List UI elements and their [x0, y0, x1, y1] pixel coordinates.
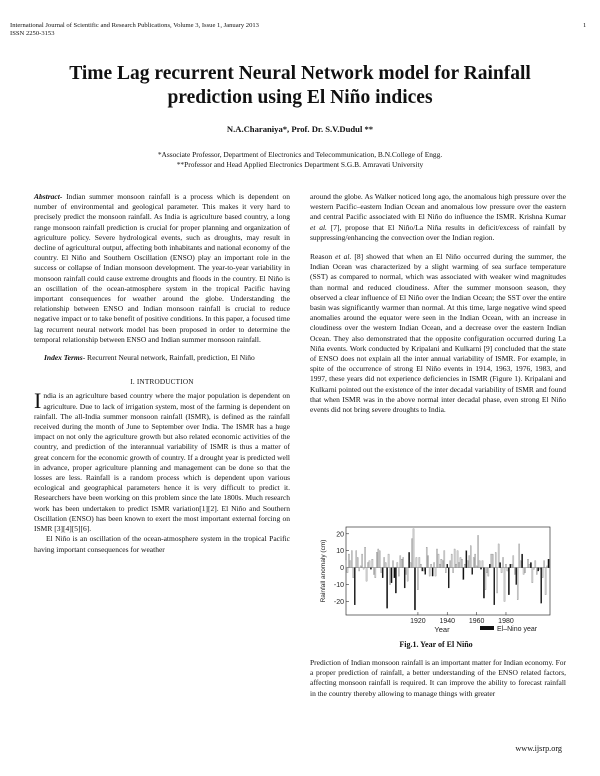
bar — [353, 568, 354, 578]
bar-el-nino — [370, 568, 371, 570]
bar — [385, 563, 386, 568]
bar — [532, 568, 533, 583]
bar — [350, 561, 351, 568]
bar-el-nino — [522, 554, 523, 568]
page-number: 1 — [583, 22, 587, 29]
bar — [351, 551, 352, 568]
bar-el-nino — [483, 568, 484, 598]
bar — [384, 557, 385, 567]
bar-el-nino — [463, 568, 464, 580]
bar — [362, 554, 363, 568]
bar-el-nino — [447, 564, 448, 567]
footer-url: www.ijsrp.org — [515, 744, 562, 753]
bar — [486, 568, 487, 573]
bar — [359, 568, 360, 571]
title-line-2: prediction using El Niño indices — [167, 87, 433, 108]
y-tick-label: 0 — [340, 565, 344, 573]
section-heading-introduction: I. INTRODUCTION — [130, 378, 194, 387]
bar — [416, 557, 417, 567]
drop-cap: I — [34, 388, 42, 414]
bar — [479, 561, 480, 568]
bar — [406, 568, 407, 575]
title-line-1: Time Lag recurrent Neural Network model for Rainfall — [69, 63, 531, 84]
y-tick-label: 20 — [336, 531, 344, 539]
bar — [378, 549, 379, 568]
bar — [419, 557, 420, 567]
index-terms-label: Index Terms — [44, 353, 83, 363]
bar — [544, 561, 545, 568]
bar — [360, 566, 361, 568]
bar — [535, 561, 536, 568]
bar-el-nino — [422, 568, 423, 571]
right-paragraph-1-b: [7], propose that El Niño/La Niña results in deficit/excess of rainfall by suppressing/enhancing the convection over the Indian region. — [310, 222, 566, 242]
rainfall-anomaly-chart — [316, 523, 556, 635]
bar — [507, 568, 508, 571]
bar-el-nino — [448, 568, 449, 588]
left-column — [34, 192, 290, 555]
bar — [470, 546, 471, 568]
bar — [461, 559, 462, 567]
bar — [454, 549, 455, 568]
bar-el-nino — [432, 568, 433, 576]
affiliation-1: *Associate Professor, Department of Electronics and Telecommunication, B.N.College of Engg. — [157, 150, 443, 159]
journal-header: International Journal of Scientific and Research Publications, Volume 3, Issue 1, January 2013 — [10, 22, 259, 29]
bar — [502, 557, 503, 567]
bar — [504, 568, 505, 602]
bar — [460, 557, 461, 567]
bar — [501, 568, 502, 573]
right-paragraph-3: Prediction of Indian monsoon rainfall is an important matter for Indian economy. For a proper prediction of rainfall, a better understanding of the ENSO related factors, affecting monsoon rainfall is required. It can improve the ability to forecast rainfall in the country thereby allowing to manage things with greater — [310, 658, 566, 698]
authors: N.A.Charaniya*, Prof. Dr. S.V.Dudul ** — [226, 124, 374, 134]
bar — [453, 568, 454, 573]
right-paragraph-2 — [310, 252, 566, 415]
bar — [475, 554, 476, 568]
affiliation-2: **Professor and Head Applied Electronics Department S.G.B. Amravati University — [176, 160, 424, 169]
bar — [536, 568, 537, 575]
bar-el-nino — [409, 552, 410, 567]
x-tick-label: 1960 — [468, 618, 485, 625]
bar — [441, 559, 442, 567]
bar-el-nino — [395, 568, 396, 593]
bar — [397, 563, 398, 568]
bar — [473, 557, 474, 567]
right-paragraph-1-a: around the globe. As Walker noticed long ago, the anomalous high pressure over the western Pacific–eastern Indian Ocean and anomalous low pressure over the eastern and central Pacific associated with El Niño do influence the ISMR. Krishna Kumar — [310, 192, 566, 222]
bar — [410, 563, 411, 568]
bar-el-nino — [472, 568, 473, 575]
bar — [482, 561, 483, 568]
bar-el-nino — [489, 564, 490, 567]
paper-title — [0, 62, 600, 110]
bar — [442, 561, 443, 568]
bar — [433, 563, 434, 568]
bar — [439, 564, 440, 567]
bar — [505, 564, 506, 567]
bar — [498, 544, 499, 568]
bar — [469, 556, 470, 568]
bar-el-nino — [404, 568, 405, 588]
bar — [514, 568, 515, 575]
bar — [545, 568, 546, 595]
x-tick-label: 1940 — [439, 618, 456, 625]
bar — [485, 568, 486, 590]
bar-el-nino — [354, 568, 355, 605]
abstract-label: Abstract- — [34, 192, 63, 201]
bar-el-nino — [480, 568, 481, 570]
bar — [477, 535, 478, 567]
bar — [497, 568, 498, 593]
bar — [420, 564, 421, 567]
bar — [523, 568, 524, 575]
figure-caption: Fig.1. Year of El Niño — [399, 640, 473, 649]
bar-el-nino — [538, 568, 539, 571]
bar — [520, 561, 521, 568]
bar — [546, 566, 547, 568]
bar-el-nino — [510, 564, 511, 567]
bar — [363, 568, 364, 570]
bar — [457, 551, 458, 568]
bar-el-nino — [516, 568, 517, 585]
bar — [379, 551, 380, 568]
bar — [511, 564, 512, 567]
bar-el-nino — [541, 568, 542, 604]
bar — [492, 554, 493, 568]
bar — [376, 552, 377, 567]
bar-el-nino — [466, 551, 467, 568]
bar — [533, 568, 534, 570]
intro-paragraph-1-text: ndia is an agriculture based country where the major population is dependent on agriculture. Due to lack of irrigation system, most of the farming is dependent on rainfall. The all-India summer monsoon rainfall (ISMR), is defined as the rainfall received during the month of June to September over India. The ISMR has a huge impact on not only the agriculture growth but also related economic activities of the country, and prediction of the interannual variability of ISMR is thus a matter of great concern for the economic growth of country. If a drought year is predicted well in advance, proper agriculture planning and management can be done so that the losses are less. Rainfall is a random process which is dependent upon various ecological and geographical parameters hence it is very difficult to predict it. Researchers have been working on this problem since the late 1800s. Much research work has been undertaken to predict ISMR variation[1][2]. El Niño and Southern Oscillation (ENSO) has been known to exert the most important external forcing on ISMR [3][4][5][6]. — [34, 391, 290, 534]
bar-el-nino — [391, 568, 392, 583]
bar — [467, 561, 468, 568]
intro-paragraph-2: El Niño is an oscillation of the ocean-atmosphere system in the tropical Pacific having important consequences for weather — [34, 534, 290, 554]
bar — [369, 561, 370, 568]
bar — [431, 564, 432, 567]
bar — [529, 564, 530, 567]
bar — [345, 559, 346, 567]
bar-el-nino — [508, 568, 509, 595]
issn-header: ISSN 2250-3153 — [10, 30, 55, 37]
y-tick-label: -20 — [333, 598, 344, 606]
bar — [373, 568, 374, 575]
bar — [381, 568, 382, 573]
bar-el-nino — [382, 568, 383, 578]
bar — [539, 568, 540, 570]
bar — [364, 547, 365, 567]
bar-el-nino — [494, 568, 495, 605]
bar — [436, 549, 437, 568]
bar-el-nino — [425, 568, 426, 575]
y-tick-label: 10 — [336, 548, 344, 556]
bar — [398, 568, 399, 576]
x-axis-label: Year — [434, 625, 450, 634]
right-paragraph-1-etal: et al. — [310, 222, 327, 232]
figure-1 — [316, 523, 556, 635]
bar — [403, 557, 404, 567]
bar — [542, 568, 543, 578]
bar — [407, 568, 408, 582]
bar — [357, 557, 358, 567]
bar — [401, 559, 402, 567]
bar — [417, 568, 418, 590]
legend-swatch — [480, 626, 494, 630]
bar — [400, 556, 401, 568]
bar — [464, 564, 465, 567]
x-tick-label: 1920 — [410, 618, 426, 625]
right-paragraph-1 — [310, 192, 566, 243]
bar — [495, 552, 496, 567]
bar-el-nino — [530, 563, 531, 568]
bar — [375, 568, 376, 578]
bar — [426, 547, 427, 567]
intro-paragraph-1 — [34, 388, 290, 534]
right-paragraph-2-b: [8] showed that when an El Niño occurred during the summer, the Indian Ocean was characterized by a slight warming of sea surface temperature (SST) as compared to normal, which was associated with weaker wind magnitudes than normal and reduced cloudiness. After the summer monsoon season, they observed a clear influence of El Niño over the Indian Ocean; the SST over the entire basin was significantly warmer than normal. At this time, large negative wind speed anomalies around the equator were seen in the Indian Ocean, with an increase in cloudiness over the western Indian Ocean, and a decrease over the eastern Indian Ocean. They also demonstrated that the opposite configuration occurred during La Niña events. Work conducted by Kripalani and Kulkarni [9] concluded that the state of ENSO does not explain all the inter annual variability of ISMR. For example, in spite of the occurrence of strong El Niño events in 1914, 1963, 1976, 1983, and 1997, these years did not experience deficiencies in ISMR (Figure 1). Kripalani and Kulkarni pointed out the existence of the inter decadal variability of ISMR and found that when ISMR was in the above normal inter decadal phase, even strong El Niño events did not bring severe droughts to India. — [310, 252, 566, 415]
bar — [367, 563, 368, 568]
bar — [476, 566, 477, 568]
bar — [451, 554, 452, 568]
bar — [388, 554, 389, 568]
bar — [517, 568, 518, 600]
x-tick-label: 1980 — [498, 618, 514, 625]
bar — [445, 568, 446, 573]
bar-el-nino — [387, 568, 388, 609]
bar-el-nino — [394, 568, 395, 578]
bar-el-nino — [548, 559, 549, 567]
index-terms — [34, 353, 290, 363]
bar — [438, 554, 439, 568]
right-paragraph-3-block — [310, 658, 566, 699]
bar — [389, 568, 390, 585]
bar — [444, 551, 445, 568]
y-axis-label: Rainfall anomaly (cm) — [320, 539, 327, 603]
bar — [347, 568, 348, 573]
bar — [519, 544, 520, 568]
bar — [458, 563, 459, 568]
bar — [527, 559, 528, 567]
bar — [429, 568, 430, 576]
bar-el-nino — [500, 563, 501, 568]
bar — [435, 568, 436, 576]
abstract — [34, 192, 290, 345]
bar — [488, 568, 489, 576]
bar — [513, 556, 514, 568]
bar — [411, 539, 412, 568]
abstract-text: Indian summer monsoon rainfall is a process which is dependent on number of environmental and geological parameter. This makes it very hard to precisely predict the monsoon rainfall. As India is agriculture based country, a long range monsoon rainfall prediction is crucial for proper planning and organization of agriculture policy. Severe hydrological events, such as droughts, may result in decline of agricultural output, affecting both inhabitants and national economy of the country. El Niño and Southern Oscillation (ENSO) play an important role in the success or collapse of Indian monsoon development. The year-to-year variability in monsoon rainfall could cause extreme droughts and floods in the country. El Niño is an oscillation of the ocean-atmosphere system in the tropical Pacific having important consequences for weather around the globe. Understanding the relationship between ENSO and Indian monsoon rainfall is crucial to reduce negative impact or to take benefit of positive conditions. In this paper, a focused time lag recurrent neural network model has been proposed in order to determine the temporal relationship between ENSO and Indian summer monsoon rainfall. — [34, 192, 290, 344]
y-tick-label: -10 — [333, 582, 344, 590]
bar — [450, 561, 451, 568]
right-paragraph-2-etal: et al. — [335, 252, 352, 262]
right-column — [310, 192, 566, 415]
bar — [356, 551, 357, 568]
bar — [366, 568, 367, 582]
bar — [428, 556, 429, 568]
bar — [524, 568, 525, 573]
bar — [372, 559, 373, 567]
bar — [392, 561, 393, 568]
right-paragraph-2-a: Reason — [310, 252, 336, 262]
bar — [455, 564, 456, 567]
bar-el-nino — [414, 568, 415, 610]
legend-label: El–Nino year — [497, 626, 538, 633]
bar — [348, 554, 349, 568]
bar — [423, 568, 424, 571]
bar — [413, 529, 414, 568]
index-terms-text: - Recurrent Neural network, Rainfall, prediction, El Niño — [82, 353, 255, 363]
bar — [491, 554, 492, 568]
